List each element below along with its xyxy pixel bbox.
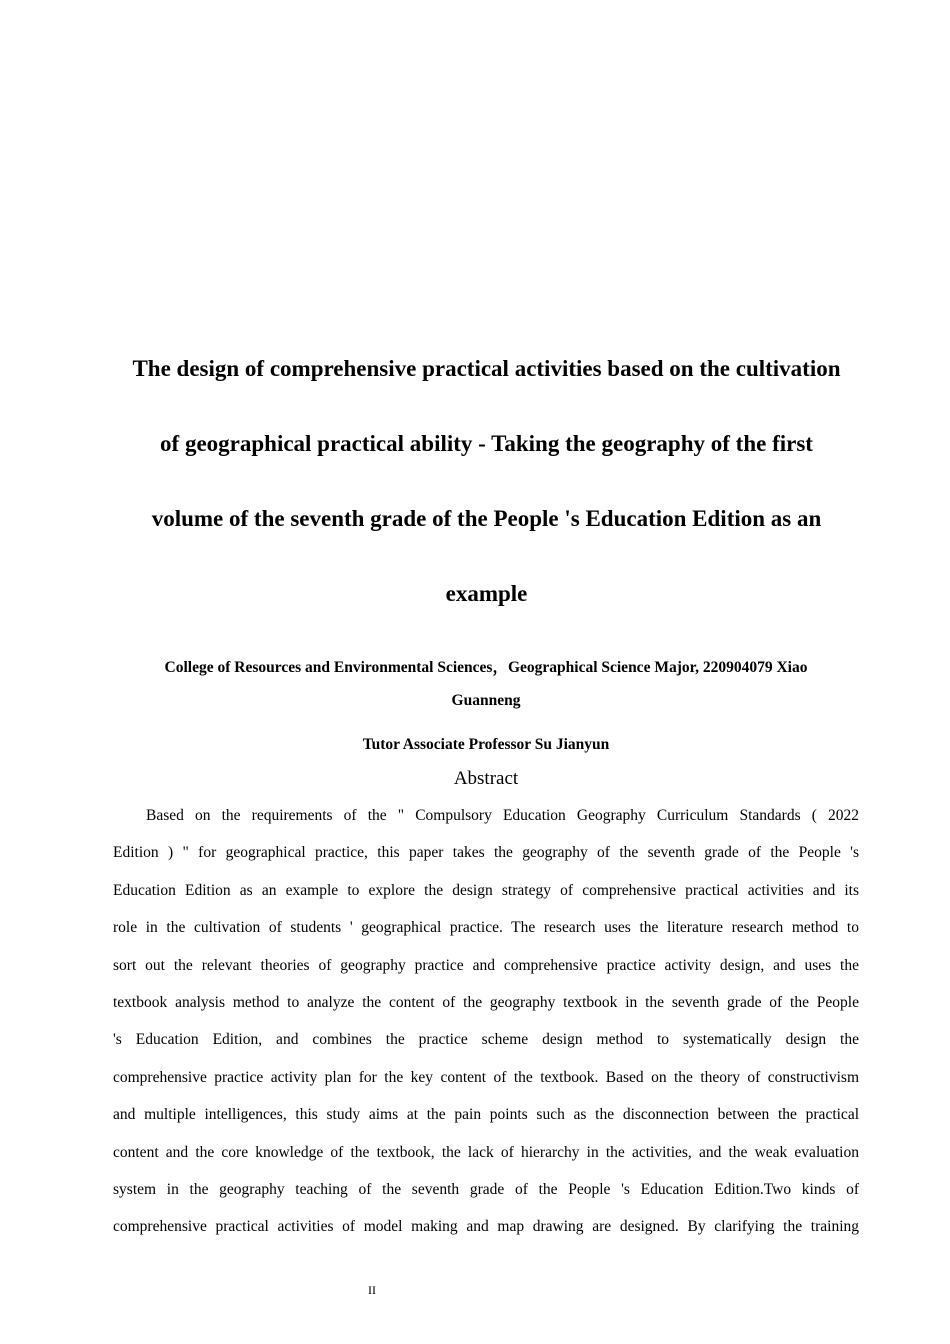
- tutor-line: Tutor Associate Professor Su Jianyun: [362, 736, 610, 753]
- paper-title-line-2: of geographical practical ability - Taking the geography of the first: [160, 431, 813, 456]
- abstract-line: role in the cultivation of students ' geographical practice. The research uses the literature research method to: [113, 919, 859, 937]
- abstract-line: Based on the requirements of the " Compulsory Education Geography Curriculum Standards ( 2022: [146, 807, 859, 824]
- abstract-line: Education Edition as an example to explore the design strategy of comprehensive practical activities and its: [113, 881, 859, 899]
- paper-title-line-4: example: [445, 581, 528, 606]
- abstract-line: content and the core knowledge of the textbook, the lack of hierarchy in the activities, and the weak evaluation: [113, 1143, 859, 1161]
- paper-title-line-1: The design of comprehensive practical activities based on the cultivation: [132, 356, 841, 381]
- abstract-line: 's Education Edition, and combines the practice scheme design method to systematically design the: [113, 1031, 859, 1049]
- paper-title-line-3: volume of the seventh grade of the People 's Education Edition as an: [151, 506, 822, 531]
- abstract-line: sort out the relevant theories of geography practice and comprehensive practice activity design, and uses the: [113, 956, 859, 974]
- author-affiliation-line-2: Guanneng: [451, 692, 521, 709]
- author-affiliation-line-1: College of Resources and Environmental Sciences，Geographical Science Major, 220904079 Xiao: [164, 659, 808, 676]
- abstract-line: and multiple intelligences, this study aims at the pain points such as the disconnection between the practical: [113, 1106, 859, 1124]
- abstract-body: [113, 797, 859, 1246]
- abstract-line: comprehensive practice activity plan for the key content of the textbook. Based on the theory of constructivism: [113, 1068, 859, 1086]
- abstract-line: Edition ) " for geographical practice, this paper takes the geography of the seventh grade of the People 's: [113, 844, 859, 862]
- abstract-line: system in the geography teaching of the seventh grade of the People 's Education Edition.Two kinds of: [113, 1180, 859, 1198]
- page-number: II: [368, 1283, 376, 1297]
- abstract-line: textbook analysis method to analyze the content of the geography textbook in the seventh grade of the People: [113, 993, 859, 1011]
- abstract-heading: Abstract: [453, 768, 519, 789]
- abstract-line: comprehensive practical activities of model making and map drawing are designed. By clarifying the training: [113, 1218, 859, 1236]
